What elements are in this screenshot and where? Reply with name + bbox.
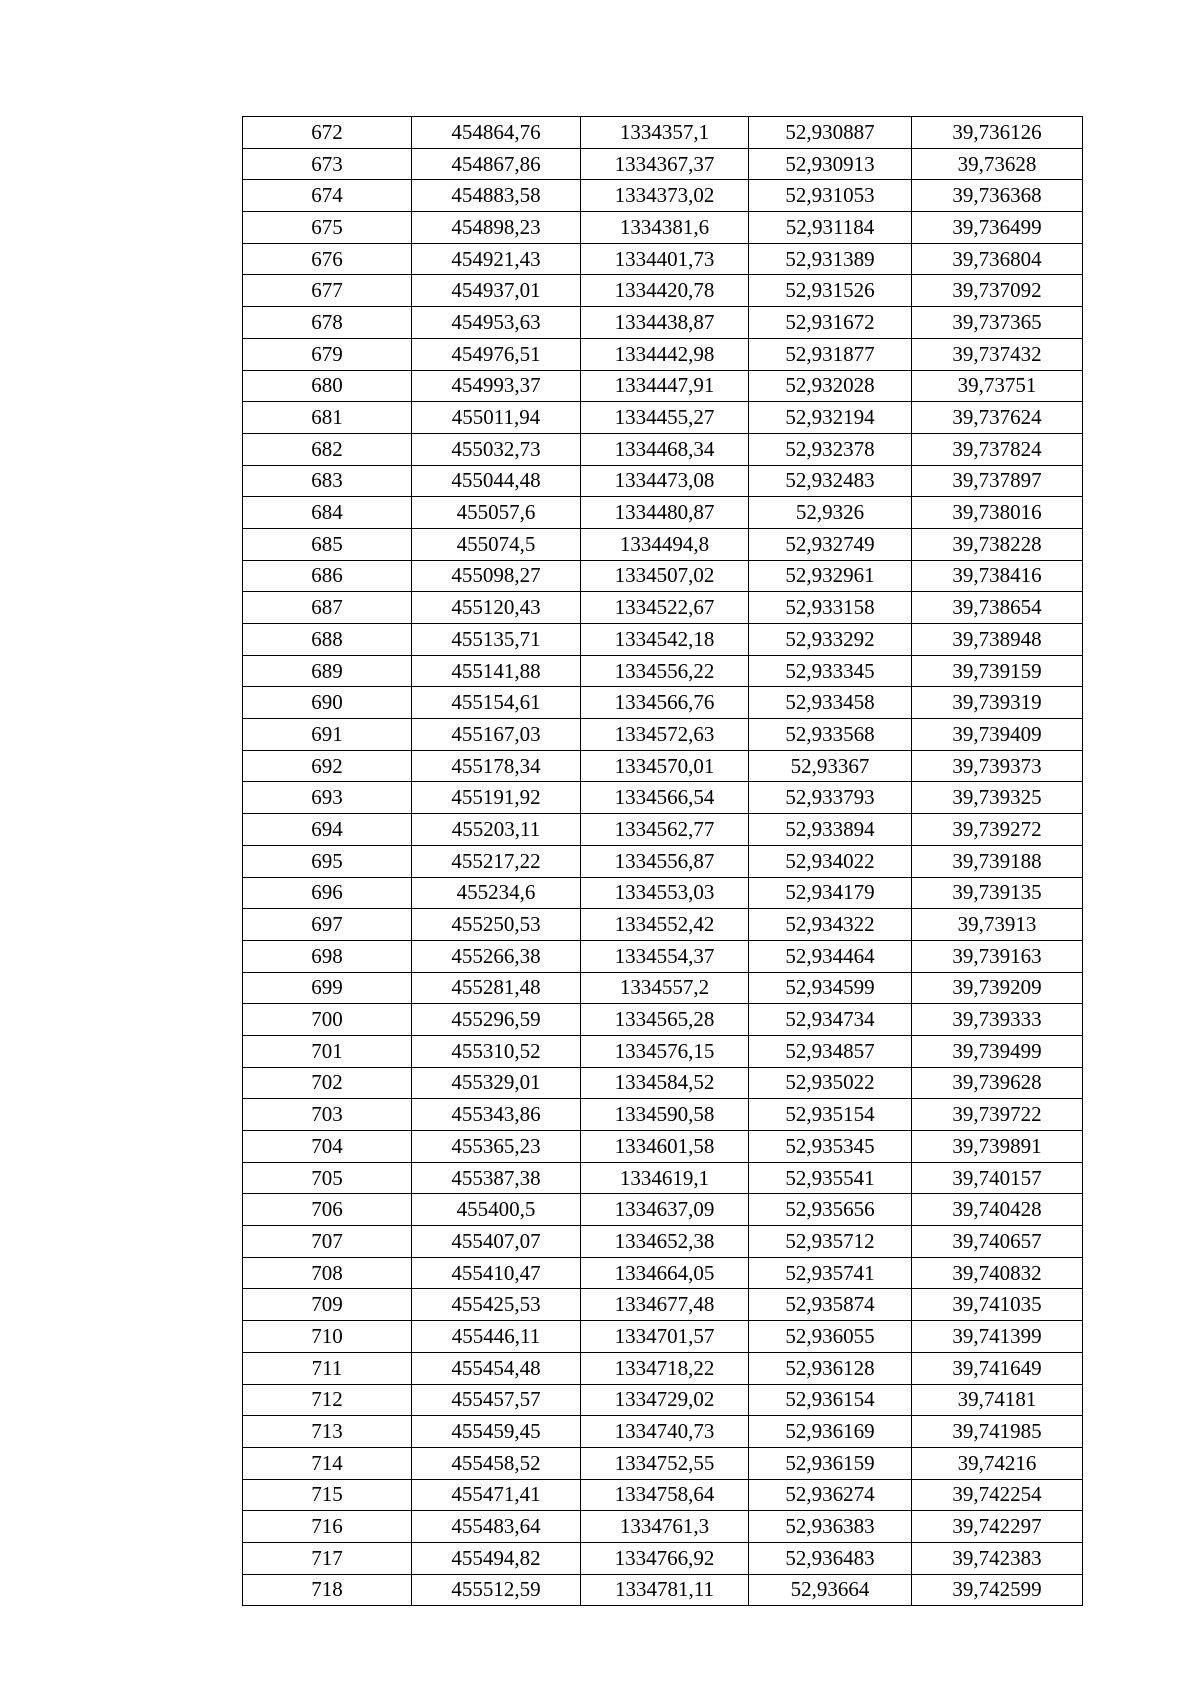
table-row xyxy=(243,1226,1083,1258)
latitude-cell: 52,935874 xyxy=(749,1289,912,1321)
table-row xyxy=(243,497,1083,529)
latitude-cell: 52,935022 xyxy=(749,1067,912,1099)
table-row xyxy=(243,592,1083,624)
longitude-cell: 39,739159 xyxy=(912,655,1083,687)
latitude-cell: 52,930913 xyxy=(749,148,912,180)
table-row xyxy=(243,338,1083,370)
y-coordinate-cell: 1334570,01 xyxy=(581,750,749,782)
point-number-cell: 717 xyxy=(243,1542,412,1574)
point-number-cell: 701 xyxy=(243,1035,412,1067)
point-number-cell: 672 xyxy=(243,117,412,149)
y-coordinate-cell: 1334584,52 xyxy=(581,1067,749,1099)
point-number-cell: 680 xyxy=(243,370,412,402)
longitude-cell: 39,737432 xyxy=(912,338,1083,370)
y-coordinate-cell: 1334637,09 xyxy=(581,1194,749,1226)
point-number-cell: 675 xyxy=(243,212,412,244)
longitude-cell: 39,739188 xyxy=(912,845,1083,877)
longitude-cell: 39,736126 xyxy=(912,117,1083,149)
longitude-cell: 39,74181 xyxy=(912,1384,1083,1416)
longitude-cell: 39,742254 xyxy=(912,1479,1083,1511)
table-row xyxy=(243,275,1083,307)
longitude-cell: 39,740657 xyxy=(912,1226,1083,1258)
point-number-cell: 687 xyxy=(243,592,412,624)
y-coordinate-cell: 1334522,67 xyxy=(581,592,749,624)
latitude-cell: 52,936159 xyxy=(749,1447,912,1479)
y-coordinate-cell: 1334367,37 xyxy=(581,148,749,180)
y-coordinate-cell: 1334438,87 xyxy=(581,307,749,339)
latitude-cell: 52,932749 xyxy=(749,528,912,560)
point-number-cell: 715 xyxy=(243,1479,412,1511)
latitude-cell: 52,931053 xyxy=(749,180,912,212)
point-number-cell: 702 xyxy=(243,1067,412,1099)
x-coordinate-cell: 455074,5 xyxy=(412,528,581,560)
x-coordinate-cell: 455178,34 xyxy=(412,750,581,782)
latitude-cell: 52,932961 xyxy=(749,560,912,592)
table-row xyxy=(243,402,1083,434)
latitude-cell: 52,935741 xyxy=(749,1257,912,1289)
table-row xyxy=(243,117,1083,149)
x-coordinate-cell: 454937,01 xyxy=(412,275,581,307)
y-coordinate-cell: 1334718,22 xyxy=(581,1352,749,1384)
latitude-cell: 52,933345 xyxy=(749,655,912,687)
x-coordinate-cell: 455471,41 xyxy=(412,1479,581,1511)
table-row xyxy=(243,1067,1083,1099)
x-coordinate-cell: 455203,11 xyxy=(412,814,581,846)
latitude-cell: 52,934179 xyxy=(749,877,912,909)
y-coordinate-cell: 1334373,02 xyxy=(581,180,749,212)
latitude-cell: 52,935345 xyxy=(749,1131,912,1163)
x-coordinate-cell: 455365,23 xyxy=(412,1131,581,1163)
x-coordinate-cell: 455400,5 xyxy=(412,1194,581,1226)
table-row xyxy=(243,814,1083,846)
y-coordinate-cell: 1334781,11 xyxy=(581,1574,749,1606)
y-coordinate-cell: 1334752,55 xyxy=(581,1447,749,1479)
y-coordinate-cell: 1334664,05 xyxy=(581,1257,749,1289)
table-row xyxy=(243,782,1083,814)
longitude-cell: 39,736368 xyxy=(912,180,1083,212)
x-coordinate-cell: 454921,43 xyxy=(412,243,581,275)
latitude-cell: 52,933793 xyxy=(749,782,912,814)
table-row xyxy=(243,877,1083,909)
point-number-cell: 708 xyxy=(243,1257,412,1289)
point-number-cell: 688 xyxy=(243,624,412,656)
table-row xyxy=(243,1257,1083,1289)
latitude-cell: 52,931672 xyxy=(749,307,912,339)
latitude-cell: 52,931526 xyxy=(749,275,912,307)
y-coordinate-cell: 1334576,15 xyxy=(581,1035,749,1067)
y-coordinate-cell: 1334740,73 xyxy=(581,1416,749,1448)
x-coordinate-cell: 455135,71 xyxy=(412,624,581,656)
table-row xyxy=(243,1574,1083,1606)
point-number-cell: 691 xyxy=(243,719,412,751)
point-number-cell: 697 xyxy=(243,909,412,941)
table-row xyxy=(243,972,1083,1004)
longitude-cell: 39,739722 xyxy=(912,1099,1083,1131)
latitude-cell: 52,936128 xyxy=(749,1352,912,1384)
x-coordinate-cell: 455494,82 xyxy=(412,1542,581,1574)
x-coordinate-cell: 455191,92 xyxy=(412,782,581,814)
point-number-cell: 710 xyxy=(243,1321,412,1353)
point-number-cell: 703 xyxy=(243,1099,412,1131)
longitude-cell: 39,742297 xyxy=(912,1511,1083,1543)
point-number-cell: 679 xyxy=(243,338,412,370)
x-coordinate-cell: 454864,76 xyxy=(412,117,581,149)
longitude-cell: 39,739409 xyxy=(912,719,1083,751)
point-number-cell: 700 xyxy=(243,1004,412,1036)
coordinates-table xyxy=(242,116,1083,1606)
point-number-cell: 681 xyxy=(243,402,412,434)
y-coordinate-cell: 1334562,77 xyxy=(581,814,749,846)
table-row xyxy=(243,307,1083,339)
x-coordinate-cell: 455011,94 xyxy=(412,402,581,434)
latitude-cell: 52,931184 xyxy=(749,212,912,244)
latitude-cell: 52,934022 xyxy=(749,845,912,877)
longitude-cell: 39,739628 xyxy=(912,1067,1083,1099)
x-coordinate-cell: 455281,48 xyxy=(412,972,581,1004)
latitude-cell: 52,934599 xyxy=(749,972,912,1004)
table-row xyxy=(243,1289,1083,1321)
longitude-cell: 39,737365 xyxy=(912,307,1083,339)
latitude-cell: 52,934464 xyxy=(749,940,912,972)
x-coordinate-cell: 455266,38 xyxy=(412,940,581,972)
latitude-cell: 52,933158 xyxy=(749,592,912,624)
table-row xyxy=(243,1321,1083,1353)
x-coordinate-cell: 455387,38 xyxy=(412,1162,581,1194)
table-row xyxy=(243,909,1083,941)
y-coordinate-cell: 1334556,87 xyxy=(581,845,749,877)
x-coordinate-cell: 455296,59 xyxy=(412,1004,581,1036)
table-row xyxy=(243,1162,1083,1194)
longitude-cell: 39,739891 xyxy=(912,1131,1083,1163)
longitude-cell: 39,739319 xyxy=(912,687,1083,719)
y-coordinate-cell: 1334729,02 xyxy=(581,1384,749,1416)
x-coordinate-cell: 455032,73 xyxy=(412,433,581,465)
table-row xyxy=(243,1004,1083,1036)
y-coordinate-cell: 1334507,02 xyxy=(581,560,749,592)
x-coordinate-cell: 454953,63 xyxy=(412,307,581,339)
table-row xyxy=(243,148,1083,180)
y-coordinate-cell: 1334401,73 xyxy=(581,243,749,275)
y-coordinate-cell: 1334557,2 xyxy=(581,972,749,1004)
y-coordinate-cell: 1334652,38 xyxy=(581,1226,749,1258)
latitude-cell: 52,9326 xyxy=(749,497,912,529)
longitude-cell: 39,736804 xyxy=(912,243,1083,275)
latitude-cell: 52,933894 xyxy=(749,814,912,846)
y-coordinate-cell: 1334553,03 xyxy=(581,877,749,909)
latitude-cell: 52,931389 xyxy=(749,243,912,275)
y-coordinate-cell: 1334677,48 xyxy=(581,1289,749,1321)
table-row xyxy=(243,1416,1083,1448)
x-coordinate-cell: 455343,86 xyxy=(412,1099,581,1131)
longitude-cell: 39,739135 xyxy=(912,877,1083,909)
latitude-cell: 52,932194 xyxy=(749,402,912,434)
point-number-cell: 699 xyxy=(243,972,412,1004)
latitude-cell: 52,932378 xyxy=(749,433,912,465)
table-row xyxy=(243,1511,1083,1543)
coordinates-table-body xyxy=(243,117,1083,1606)
x-coordinate-cell: 455459,45 xyxy=(412,1416,581,1448)
longitude-cell: 39,73628 xyxy=(912,148,1083,180)
y-coordinate-cell: 1334552,42 xyxy=(581,909,749,941)
longitude-cell: 39,739373 xyxy=(912,750,1083,782)
y-coordinate-cell: 1334556,22 xyxy=(581,655,749,687)
y-coordinate-cell: 1334619,1 xyxy=(581,1162,749,1194)
x-coordinate-cell: 455044,48 xyxy=(412,465,581,497)
x-coordinate-cell: 455167,03 xyxy=(412,719,581,751)
x-coordinate-cell: 455234,6 xyxy=(412,877,581,909)
y-coordinate-cell: 1334572,63 xyxy=(581,719,749,751)
point-number-cell: 676 xyxy=(243,243,412,275)
longitude-cell: 39,739163 xyxy=(912,940,1083,972)
y-coordinate-cell: 1334480,87 xyxy=(581,497,749,529)
table-row xyxy=(243,1447,1083,1479)
x-coordinate-cell: 455454,48 xyxy=(412,1352,581,1384)
longitude-cell: 39,738416 xyxy=(912,560,1083,592)
longitude-cell: 39,738228 xyxy=(912,528,1083,560)
y-coordinate-cell: 1334701,57 xyxy=(581,1321,749,1353)
point-number-cell: 698 xyxy=(243,940,412,972)
table-row xyxy=(243,465,1083,497)
latitude-cell: 52,936274 xyxy=(749,1479,912,1511)
x-coordinate-cell: 455098,27 xyxy=(412,560,581,592)
longitude-cell: 39,738016 xyxy=(912,497,1083,529)
longitude-cell: 39,739333 xyxy=(912,1004,1083,1036)
y-coordinate-cell: 1334494,8 xyxy=(581,528,749,560)
table-row xyxy=(243,1352,1083,1384)
x-coordinate-cell: 455425,53 xyxy=(412,1289,581,1321)
longitude-cell: 39,737624 xyxy=(912,402,1083,434)
x-coordinate-cell: 455120,43 xyxy=(412,592,581,624)
x-coordinate-cell: 455446,11 xyxy=(412,1321,581,1353)
point-number-cell: 694 xyxy=(243,814,412,846)
latitude-cell: 52,931877 xyxy=(749,338,912,370)
point-number-cell: 692 xyxy=(243,750,412,782)
longitude-cell: 39,740832 xyxy=(912,1257,1083,1289)
table-row xyxy=(243,719,1083,751)
point-number-cell: 678 xyxy=(243,307,412,339)
latitude-cell: 52,936055 xyxy=(749,1321,912,1353)
table-row xyxy=(243,1384,1083,1416)
x-coordinate-cell: 454883,58 xyxy=(412,180,581,212)
x-coordinate-cell: 454867,86 xyxy=(412,148,581,180)
latitude-cell: 52,934322 xyxy=(749,909,912,941)
x-coordinate-cell: 455057,6 xyxy=(412,497,581,529)
y-coordinate-cell: 1334447,91 xyxy=(581,370,749,402)
y-coordinate-cell: 1334566,54 xyxy=(581,782,749,814)
x-coordinate-cell: 455457,57 xyxy=(412,1384,581,1416)
y-coordinate-cell: 1334357,1 xyxy=(581,117,749,149)
x-coordinate-cell: 455458,52 xyxy=(412,1447,581,1479)
table-row xyxy=(243,750,1083,782)
latitude-cell: 52,933568 xyxy=(749,719,912,751)
table-row xyxy=(243,845,1083,877)
longitude-cell: 39,739209 xyxy=(912,972,1083,1004)
y-coordinate-cell: 1334455,27 xyxy=(581,402,749,434)
y-coordinate-cell: 1334761,3 xyxy=(581,1511,749,1543)
table-row xyxy=(243,1035,1083,1067)
latitude-cell: 52,930887 xyxy=(749,117,912,149)
point-number-cell: 709 xyxy=(243,1289,412,1321)
point-number-cell: 707 xyxy=(243,1226,412,1258)
longitude-cell: 39,740157 xyxy=(912,1162,1083,1194)
point-number-cell: 693 xyxy=(243,782,412,814)
point-number-cell: 682 xyxy=(243,433,412,465)
y-coordinate-cell: 1334590,58 xyxy=(581,1099,749,1131)
x-coordinate-cell: 455512,59 xyxy=(412,1574,581,1606)
point-number-cell: 690 xyxy=(243,687,412,719)
longitude-cell: 39,737092 xyxy=(912,275,1083,307)
latitude-cell: 52,936383 xyxy=(749,1511,912,1543)
point-number-cell: 705 xyxy=(243,1162,412,1194)
x-coordinate-cell: 455217,22 xyxy=(412,845,581,877)
y-coordinate-cell: 1334442,98 xyxy=(581,338,749,370)
table-row xyxy=(243,1099,1083,1131)
longitude-cell: 39,73913 xyxy=(912,909,1083,941)
x-coordinate-cell: 455407,07 xyxy=(412,1226,581,1258)
latitude-cell: 52,936169 xyxy=(749,1416,912,1448)
x-coordinate-cell: 455141,88 xyxy=(412,655,581,687)
longitude-cell: 39,740428 xyxy=(912,1194,1083,1226)
latitude-cell: 52,935154 xyxy=(749,1099,912,1131)
y-coordinate-cell: 1334554,37 xyxy=(581,940,749,972)
y-coordinate-cell: 1334565,28 xyxy=(581,1004,749,1036)
x-coordinate-cell: 455329,01 xyxy=(412,1067,581,1099)
longitude-cell: 39,741399 xyxy=(912,1321,1083,1353)
point-number-cell: 677 xyxy=(243,275,412,307)
table-row xyxy=(243,433,1083,465)
longitude-cell: 39,741649 xyxy=(912,1352,1083,1384)
table-row xyxy=(243,624,1083,656)
latitude-cell: 52,932483 xyxy=(749,465,912,497)
point-number-cell: 696 xyxy=(243,877,412,909)
y-coordinate-cell: 1334766,92 xyxy=(581,1542,749,1574)
point-number-cell: 718 xyxy=(243,1574,412,1606)
longitude-cell: 39,741985 xyxy=(912,1416,1083,1448)
longitude-cell: 39,737824 xyxy=(912,433,1083,465)
latitude-cell: 52,936483 xyxy=(749,1542,912,1574)
x-coordinate-cell: 455310,52 xyxy=(412,1035,581,1067)
point-number-cell: 684 xyxy=(243,497,412,529)
y-coordinate-cell: 1334468,34 xyxy=(581,433,749,465)
latitude-cell: 52,935656 xyxy=(749,1194,912,1226)
table-row xyxy=(243,560,1083,592)
latitude-cell: 52,935541 xyxy=(749,1162,912,1194)
longitude-cell: 39,742599 xyxy=(912,1574,1083,1606)
latitude-cell: 52,934857 xyxy=(749,1035,912,1067)
point-number-cell: 683 xyxy=(243,465,412,497)
longitude-cell: 39,737897 xyxy=(912,465,1083,497)
table-row xyxy=(243,528,1083,560)
longitude-cell: 39,739272 xyxy=(912,814,1083,846)
point-number-cell: 674 xyxy=(243,180,412,212)
table-row xyxy=(243,212,1083,244)
latitude-cell: 52,933458 xyxy=(749,687,912,719)
latitude-cell: 52,932028 xyxy=(749,370,912,402)
point-number-cell: 711 xyxy=(243,1352,412,1384)
point-number-cell: 685 xyxy=(243,528,412,560)
table-row xyxy=(243,687,1083,719)
latitude-cell: 52,936154 xyxy=(749,1384,912,1416)
point-number-cell: 712 xyxy=(243,1384,412,1416)
x-coordinate-cell: 455250,53 xyxy=(412,909,581,941)
y-coordinate-cell: 1334758,64 xyxy=(581,1479,749,1511)
longitude-cell: 39,739499 xyxy=(912,1035,1083,1067)
table-row xyxy=(243,370,1083,402)
y-coordinate-cell: 1334473,08 xyxy=(581,465,749,497)
x-coordinate-cell: 454993,37 xyxy=(412,370,581,402)
table-row xyxy=(243,180,1083,212)
x-coordinate-cell: 455410,47 xyxy=(412,1257,581,1289)
table-row xyxy=(243,1479,1083,1511)
y-coordinate-cell: 1334381,6 xyxy=(581,212,749,244)
point-number-cell: 713 xyxy=(243,1416,412,1448)
point-number-cell: 686 xyxy=(243,560,412,592)
table-row xyxy=(243,655,1083,687)
x-coordinate-cell: 455483,64 xyxy=(412,1511,581,1543)
table-row xyxy=(243,243,1083,275)
longitude-cell: 39,739325 xyxy=(912,782,1083,814)
table-row xyxy=(243,1131,1083,1163)
table-row xyxy=(243,940,1083,972)
point-number-cell: 695 xyxy=(243,845,412,877)
longitude-cell: 39,736499 xyxy=(912,212,1083,244)
y-coordinate-cell: 1334542,18 xyxy=(581,624,749,656)
longitude-cell: 39,738948 xyxy=(912,624,1083,656)
longitude-cell: 39,74216 xyxy=(912,1447,1083,1479)
point-number-cell: 689 xyxy=(243,655,412,687)
point-number-cell: 706 xyxy=(243,1194,412,1226)
longitude-cell: 39,742383 xyxy=(912,1542,1083,1574)
longitude-cell: 39,741035 xyxy=(912,1289,1083,1321)
point-number-cell: 704 xyxy=(243,1131,412,1163)
x-coordinate-cell: 454898,23 xyxy=(412,212,581,244)
longitude-cell: 39,738654 xyxy=(912,592,1083,624)
longitude-cell: 39,73751 xyxy=(912,370,1083,402)
y-coordinate-cell: 1334566,76 xyxy=(581,687,749,719)
latitude-cell: 52,93664 xyxy=(749,1574,912,1606)
point-number-cell: 716 xyxy=(243,1511,412,1543)
latitude-cell: 52,93367 xyxy=(749,750,912,782)
point-number-cell: 714 xyxy=(243,1447,412,1479)
point-number-cell: 673 xyxy=(243,148,412,180)
y-coordinate-cell: 1334601,58 xyxy=(581,1131,749,1163)
table-row xyxy=(243,1542,1083,1574)
y-coordinate-cell: 1334420,78 xyxy=(581,275,749,307)
table-row xyxy=(243,1194,1083,1226)
x-coordinate-cell: 455154,61 xyxy=(412,687,581,719)
latitude-cell: 52,935712 xyxy=(749,1226,912,1258)
x-coordinate-cell: 454976,51 xyxy=(412,338,581,370)
latitude-cell: 52,934734 xyxy=(749,1004,912,1036)
latitude-cell: 52,933292 xyxy=(749,624,912,656)
